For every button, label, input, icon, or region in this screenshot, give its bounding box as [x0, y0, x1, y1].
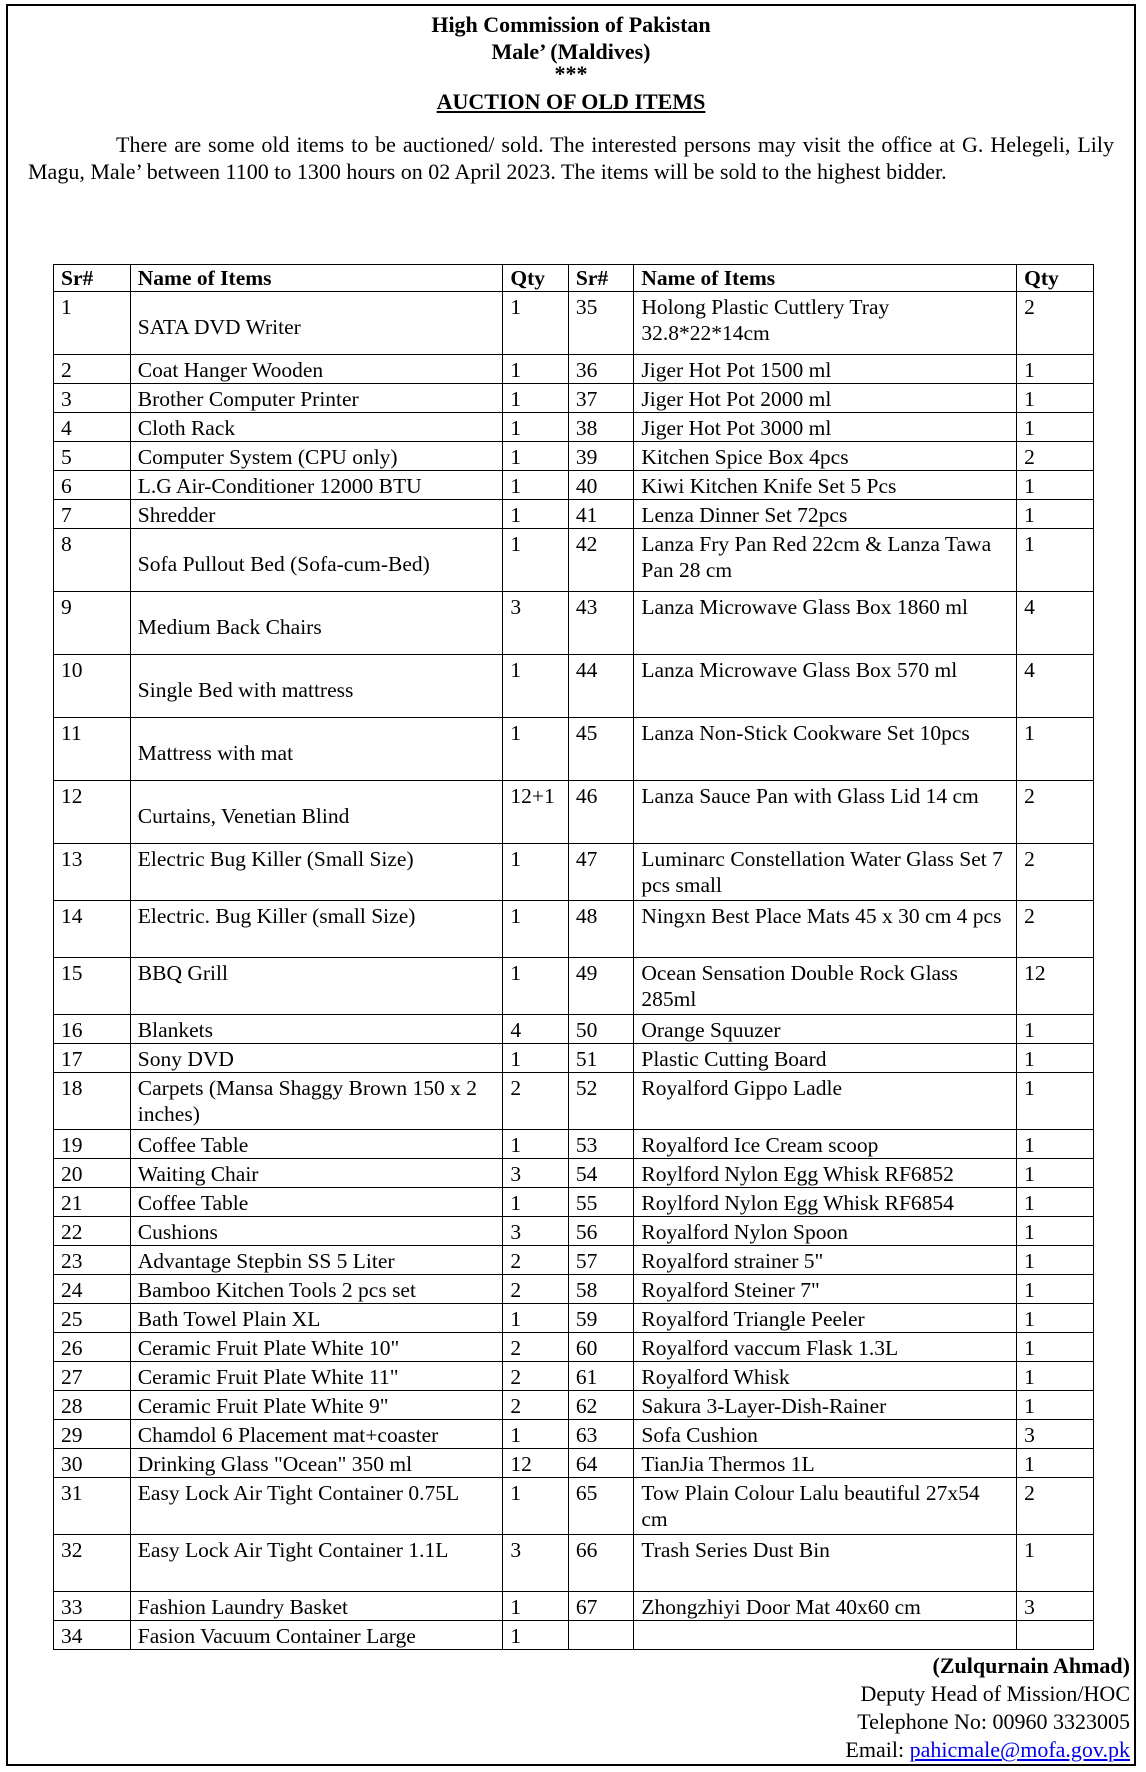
cell-sr: 31 — [54, 1478, 131, 1535]
city-name: Male’ (Maldives) — [491, 39, 651, 64]
table-row — [54, 292, 1094, 355]
cell-sr-2: 53 — [568, 1130, 633, 1159]
cell-qty: 1 — [503, 1188, 568, 1217]
table-row — [54, 384, 1094, 413]
table-row — [54, 1159, 1094, 1188]
cell-sr-2: 47 — [568, 844, 633, 901]
cell-qty-2: 1 — [1017, 1130, 1094, 1159]
cell-name: Coffee Table — [130, 1188, 503, 1217]
cell-sr: 9 — [54, 592, 131, 655]
cell-qty-2: 1 — [1017, 1159, 1094, 1188]
cell-qty-2: 4 — [1017, 655, 1094, 718]
cell-qty-2: 1 — [1017, 471, 1094, 500]
document-page — [6, 4, 1136, 1766]
cell-name: BBQ Grill — [130, 958, 503, 1015]
cell-name-2: Royalford strainer 5" — [634, 1246, 1017, 1275]
cell-sr-2: 51 — [568, 1044, 633, 1073]
cell-sr: 14 — [54, 901, 131, 958]
cell-name-2: Lanza Microwave Glass Box 570 ml — [634, 655, 1017, 718]
table-row — [54, 1535, 1094, 1592]
cell-name-2: Jiger Hot Pot 3000 ml — [634, 413, 1017, 442]
cell-sr-2: 35 — [568, 292, 633, 355]
cell-sr: 7 — [54, 500, 131, 529]
intro-paragraph: There are some old items to be auctioned/ sold. The interested persons may visit the office at G. Helegeli, Lily Magu, Male’ between 1100 to 1300 hours on 02 April 2023. The items will be sold to the highest bidder. — [28, 132, 1114, 184]
cell-sr: 32 — [54, 1535, 131, 1592]
cell-sr: 19 — [54, 1130, 131, 1159]
cell-sr-2: 38 — [568, 413, 633, 442]
telephone: Telephone No: 00960 3323005 — [857, 1709, 1130, 1734]
cell-sr-2: 67 — [568, 1592, 633, 1621]
cell-qty-2: 2 — [1017, 1478, 1094, 1535]
cell-sr-2: 62 — [568, 1391, 633, 1420]
cell-name-2: Sakura 3-Layer-Dish-Rainer — [634, 1391, 1017, 1420]
cell-qty: 1 — [503, 718, 568, 781]
cell-sr: 21 — [54, 1188, 131, 1217]
table-row — [54, 655, 1094, 718]
cell-sr-2: 59 — [568, 1304, 633, 1333]
cell-sr-2: 60 — [568, 1333, 633, 1362]
cell-qty: 1 — [503, 442, 568, 471]
table-row — [54, 1130, 1094, 1159]
cell-sr: 12 — [54, 781, 131, 844]
cell-sr-2: 50 — [568, 1015, 633, 1044]
cell-sr: 26 — [54, 1333, 131, 1362]
cell-qty: 2 — [503, 1246, 568, 1275]
col-header-qty: Qty — [503, 265, 568, 292]
cell-name: Shredder — [130, 500, 503, 529]
cell-name-2: Roylford Nylon Egg Whisk RF6854 — [634, 1188, 1017, 1217]
cell-sr-2: 56 — [568, 1217, 633, 1246]
cell-qty-2: 1 — [1017, 1333, 1094, 1362]
letterhead — [8, 11, 1134, 115]
cell-sr-2: 58 — [568, 1275, 633, 1304]
table-row — [54, 1246, 1094, 1275]
cell-name-2: Zhongzhiyi Door Mat 40x60 cm — [634, 1592, 1017, 1621]
table-row — [54, 1015, 1094, 1044]
cell-qty: 1 — [503, 1621, 568, 1650]
cell-sr-2: 55 — [568, 1188, 633, 1217]
cell-name: Fasion Vacuum Container Large — [130, 1621, 503, 1650]
cell-qty: 1 — [503, 1044, 568, 1073]
cell-qty-2: 1 — [1017, 384, 1094, 413]
signature-block — [845, 1652, 1130, 1764]
col-header-sr-2: Sr# — [568, 265, 633, 292]
cell-name-2: Lanza Fry Pan Red 22cm & Lanza Tawa Pan 28 cm — [634, 529, 1017, 592]
cell-name: Ceramic Fruit Plate White 11" — [130, 1362, 503, 1391]
cell-name-2: Royalford Nylon Spoon — [634, 1217, 1017, 1246]
signatory-name: (Zulqurnain Ahmad) — [932, 1653, 1130, 1678]
table-row — [54, 1073, 1094, 1130]
table-row — [54, 1333, 1094, 1362]
cell-name: Mattress with mat — [130, 718, 503, 781]
cell-qty-2: 12 — [1017, 958, 1094, 1015]
cell-name: Chamdol 6 Placement mat+coaster — [130, 1420, 503, 1449]
table-row — [54, 413, 1094, 442]
cell-qty: 12 — [503, 1449, 568, 1478]
email-line — [845, 1736, 1130, 1764]
cell-qty: 1 — [503, 844, 568, 901]
table-row — [54, 781, 1094, 844]
cell-name: Medium Back Chairs — [130, 592, 503, 655]
cell-name-2: Roylford Nylon Egg Whisk RF6852 — [634, 1159, 1017, 1188]
col-header-name: Name of Items — [130, 265, 503, 292]
cell-sr-2 — [568, 1621, 633, 1650]
cell-qty-2: 1 — [1017, 500, 1094, 529]
cell-name-2: Lanza Microwave Glass Box 1860 ml — [634, 592, 1017, 655]
cell-name-2: Holong Plastic Cuttlery Tray 32.8*22*14cm — [634, 292, 1017, 355]
cell-sr-2: 46 — [568, 781, 633, 844]
cell-name-2: Ocean Sensation Double Rock Glass 285ml — [634, 958, 1017, 1015]
cell-sr-2: 45 — [568, 718, 633, 781]
cell-name: Single Bed with mattress — [130, 655, 503, 718]
table-row — [54, 1592, 1094, 1621]
cell-qty-2: 1 — [1017, 1015, 1094, 1044]
cell-sr-2: 39 — [568, 442, 633, 471]
cell-sr: 2 — [54, 355, 131, 384]
table-row — [54, 718, 1094, 781]
cell-sr: 28 — [54, 1391, 131, 1420]
cell-name: Bamboo Kitchen Tools 2 pcs set — [130, 1275, 503, 1304]
table-row — [54, 1304, 1094, 1333]
cell-name-2: Luminarc Constellation Water Glass Set 7 pcs small — [634, 844, 1017, 901]
cell-name: Advantage Stepbin SS 5 Liter — [130, 1246, 503, 1275]
cell-sr-2: 41 — [568, 500, 633, 529]
table-row — [54, 1275, 1094, 1304]
cell-qty-2: 2 — [1017, 292, 1094, 355]
cell-name: Cloth Rack — [130, 413, 503, 442]
cell-sr: 27 — [54, 1362, 131, 1391]
table-row — [54, 1391, 1094, 1420]
cell-qty-2: 1 — [1017, 355, 1094, 384]
cell-name-2: TianJia Thermos 1L — [634, 1449, 1017, 1478]
cell-name-2: Royalford Triangle Peeler — [634, 1304, 1017, 1333]
cell-qty-2: 3 — [1017, 1592, 1094, 1621]
cell-name: Coffee Table — [130, 1130, 503, 1159]
cell-qty-2: 1 — [1017, 1362, 1094, 1391]
cell-qty-2 — [1017, 1621, 1094, 1650]
cell-name: Sofa Pullout Bed (Sofa-cum-Bed) — [130, 529, 503, 592]
cell-name-2: Lenza Dinner Set 72pcs — [634, 500, 1017, 529]
cell-name-2: Lanza Sauce Pan with Glass Lid 14 cm — [634, 781, 1017, 844]
cell-sr: 17 — [54, 1044, 131, 1073]
cell-sr-2: 40 — [568, 471, 633, 500]
cell-qty: 3 — [503, 1535, 568, 1592]
cell-name-2: Royalford Gippo Ladle — [634, 1073, 1017, 1130]
table-row — [54, 1420, 1094, 1449]
email-link[interactable]: pahicmale@mofa.gov.pk — [909, 1737, 1130, 1762]
cell-qty: 1 — [503, 500, 568, 529]
table-header-row — [54, 265, 1094, 292]
cell-qty-2: 1 — [1017, 1304, 1094, 1333]
cell-name-2: Royalford Whisk — [634, 1362, 1017, 1391]
separator-stars: *** — [554, 61, 588, 86]
cell-name-2: Royalford Steiner 7" — [634, 1275, 1017, 1304]
cell-name-2: Orange Squuzer — [634, 1015, 1017, 1044]
col-header-sr: Sr# — [54, 265, 131, 292]
cell-qty: 1 — [503, 901, 568, 958]
cell-sr: 15 — [54, 958, 131, 1015]
table-row — [54, 1621, 1094, 1650]
cell-sr: 20 — [54, 1159, 131, 1188]
cell-qty-2: 1 — [1017, 1073, 1094, 1130]
cell-qty-2: 1 — [1017, 1188, 1094, 1217]
cell-sr-2: 54 — [568, 1159, 633, 1188]
cell-name-2: Kitchen Spice Box 4pcs — [634, 442, 1017, 471]
cell-qty-2: 2 — [1017, 442, 1094, 471]
cell-qty-2: 1 — [1017, 1217, 1094, 1246]
cell-name: Ceramic Fruit Plate White 9" — [130, 1391, 503, 1420]
cell-qty: 2 — [503, 1275, 568, 1304]
col-header-qty-2: Qty — [1017, 265, 1094, 292]
cell-name: Blankets — [130, 1015, 503, 1044]
table-row — [54, 1362, 1094, 1391]
cell-qty: 1 — [503, 958, 568, 1015]
cell-name-2: Jiger Hot Pot 1500 ml — [634, 355, 1017, 384]
cell-sr: 34 — [54, 1621, 131, 1650]
table-row — [54, 844, 1094, 901]
cell-qty: 1 — [503, 655, 568, 718]
cell-qty: 2 — [503, 1333, 568, 1362]
cell-sr-2: 49 — [568, 958, 633, 1015]
cell-sr-2: 52 — [568, 1073, 633, 1130]
cell-qty: 3 — [503, 1217, 568, 1246]
cell-sr-2: 63 — [568, 1420, 633, 1449]
cell-sr: 6 — [54, 471, 131, 500]
email-label: Email: — [845, 1737, 910, 1762]
cell-qty-2: 2 — [1017, 844, 1094, 901]
table-row — [54, 1217, 1094, 1246]
signatory-designation: Deputy Head of Mission/HOC — [860, 1681, 1130, 1706]
cell-name-2: Sofa Cushion — [634, 1420, 1017, 1449]
cell-name: Waiting Chair — [130, 1159, 503, 1188]
cell-name-2 — [634, 1621, 1017, 1650]
cell-qty: 1 — [503, 292, 568, 355]
cell-sr-2: 65 — [568, 1478, 633, 1535]
col-header-name-2: Name of Items — [634, 265, 1017, 292]
table-row — [54, 529, 1094, 592]
cell-qty: 1 — [503, 413, 568, 442]
cell-name-2: Trash Series Dust Bin — [634, 1535, 1017, 1592]
cell-sr: 16 — [54, 1015, 131, 1044]
cell-qty: 2 — [503, 1391, 568, 1420]
table-row — [54, 1449, 1094, 1478]
cell-sr: 22 — [54, 1217, 131, 1246]
cell-sr: 30 — [54, 1449, 131, 1478]
cell-name: Electric. Bug Killer (small Size) — [130, 901, 503, 958]
cell-qty: 3 — [503, 592, 568, 655]
table-row — [54, 1478, 1094, 1535]
cell-sr-2: 43 — [568, 592, 633, 655]
cell-sr: 1 — [54, 292, 131, 355]
cell-name: Ceramic Fruit Plate White 10" — [130, 1333, 503, 1362]
cell-name-2: Plastic Cutting Board — [634, 1044, 1017, 1073]
table-row — [54, 1044, 1094, 1073]
cell-sr-2: 36 — [568, 355, 633, 384]
cell-sr: 11 — [54, 718, 131, 781]
cell-sr: 18 — [54, 1073, 131, 1130]
cell-name-2: Jiger Hot Pot 2000 ml — [634, 384, 1017, 413]
cell-sr-2: 42 — [568, 529, 633, 592]
cell-qty: 2 — [503, 1073, 568, 1130]
cell-sr-2: 61 — [568, 1362, 633, 1391]
cell-sr: 13 — [54, 844, 131, 901]
cell-name-2: Ningxn Best Place Mats 45 x 30 cm 4 pcs — [634, 901, 1017, 958]
cell-name: Carpets (Mansa Shaggy Brown 150 x 2 inches) — [130, 1073, 503, 1130]
cell-sr: 23 — [54, 1246, 131, 1275]
cell-qty-2: 4 — [1017, 592, 1094, 655]
cell-name: Easy Lock Air Tight Container 0.75L — [130, 1478, 503, 1535]
table-row — [54, 592, 1094, 655]
table-row — [54, 471, 1094, 500]
cell-qty: 3 — [503, 1159, 568, 1188]
cell-name: Drinking Glass "Ocean" 350 ml — [130, 1449, 503, 1478]
cell-name: Coat Hanger Wooden — [130, 355, 503, 384]
cell-qty-2: 1 — [1017, 529, 1094, 592]
cell-sr: 5 — [54, 442, 131, 471]
cell-name-2: Royalford Ice Cream scoop — [634, 1130, 1017, 1159]
cell-name-2: Royalford vaccum Flask 1.3L — [634, 1333, 1017, 1362]
cell-qty: 1 — [503, 1304, 568, 1333]
cell-name: Brother Computer Printer — [130, 384, 503, 413]
cell-qty-2: 2 — [1017, 901, 1094, 958]
cell-sr: 3 — [54, 384, 131, 413]
cell-name-2: Lanza Non-Stick Cookware Set 10pcs — [634, 718, 1017, 781]
org-name: High Commission of Pakistan — [431, 12, 711, 37]
table-row — [54, 1188, 1094, 1217]
cell-qty-2: 1 — [1017, 718, 1094, 781]
cell-sr: 29 — [54, 1420, 131, 1449]
cell-qty: 12+1 — [503, 781, 568, 844]
cell-name: Bath Towel Plain XL — [130, 1304, 503, 1333]
cell-qty-2: 1 — [1017, 1275, 1094, 1304]
cell-sr: 4 — [54, 413, 131, 442]
cell-name: Sony DVD — [130, 1044, 503, 1073]
cell-name: Cushions — [130, 1217, 503, 1246]
cell-sr-2: 64 — [568, 1449, 633, 1478]
cell-sr-2: 44 — [568, 655, 633, 718]
cell-sr-2: 48 — [568, 901, 633, 958]
cell-qty: 1 — [503, 529, 568, 592]
table-row — [54, 355, 1094, 384]
cell-qty-2: 3 — [1017, 1420, 1094, 1449]
cell-name-2: Tow Plain Colour Lalu beautiful 27x54 cm — [634, 1478, 1017, 1535]
notice-title: AUCTION OF OLD ITEMS — [436, 89, 706, 114]
cell-qty-2: 1 — [1017, 1449, 1094, 1478]
cell-qty: 1 — [503, 355, 568, 384]
cell-qty-2: 1 — [1017, 413, 1094, 442]
cell-name: Easy Lock Air Tight Container 1.1L — [130, 1535, 503, 1592]
cell-qty: 1 — [503, 1478, 568, 1535]
cell-qty-2: 2 — [1017, 781, 1094, 844]
cell-sr-2: 66 — [568, 1535, 633, 1592]
cell-qty-2: 1 — [1017, 1044, 1094, 1073]
table-row — [54, 958, 1094, 1015]
table-row — [54, 442, 1094, 471]
cell-name: Curtains, Venetian Blind — [130, 781, 503, 844]
cell-qty: 2 — [503, 1362, 568, 1391]
cell-qty-2: 1 — [1017, 1535, 1094, 1592]
cell-sr: 8 — [54, 529, 131, 592]
cell-qty: 4 — [503, 1015, 568, 1044]
table-row — [54, 901, 1094, 958]
cell-qty: 1 — [503, 471, 568, 500]
table-row — [54, 500, 1094, 529]
cell-sr: 25 — [54, 1304, 131, 1333]
cell-name: Computer System (CPU only) — [130, 442, 503, 471]
cell-sr: 33 — [54, 1592, 131, 1621]
items-table — [53, 264, 1094, 1650]
cell-name-2: Kiwi Kitchen Knife Set 5 Pcs — [634, 471, 1017, 500]
cell-sr-2: 37 — [568, 384, 633, 413]
cell-name: SATA DVD Writer — [130, 292, 503, 355]
cell-name: L.G Air-Conditioner 12000 BTU — [130, 471, 503, 500]
cell-sr: 10 — [54, 655, 131, 718]
cell-sr: 24 — [54, 1275, 131, 1304]
cell-qty: 1 — [503, 1592, 568, 1621]
cell-qty: 1 — [503, 1420, 568, 1449]
cell-qty: 1 — [503, 1130, 568, 1159]
cell-qty-2: 1 — [1017, 1391, 1094, 1420]
cell-qty-2: 1 — [1017, 1246, 1094, 1275]
cell-sr-2: 57 — [568, 1246, 633, 1275]
cell-name: Fashion Laundry Basket — [130, 1592, 503, 1621]
cell-qty: 1 — [503, 384, 568, 413]
cell-name: Electric Bug Killer (Small Size) — [130, 844, 503, 901]
